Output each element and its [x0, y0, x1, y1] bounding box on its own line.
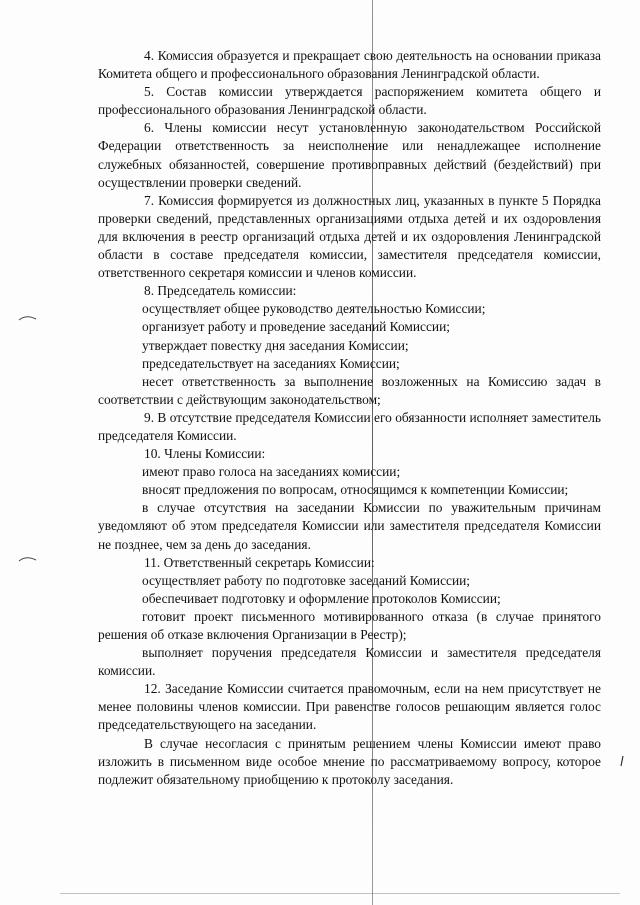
paragraph-item-4: 4. Комиссия образуется и прекращает свою деятельность на основании приказа Комитета общего и профессионального образования Ленинградской области.: [98, 48, 601, 82]
chairman-duty-4: председательствует на заседаниях Комиссии;: [142, 355, 400, 371]
scan-bottom-edge: [60, 893, 620, 894]
paragraph-item-5: 5. Состав комиссии утверждается распоряжением комитета общего и профессионального образования Ленинградской области.: [98, 84, 601, 118]
paragraph-item-10-heading: 10. Члены Комиссии:: [144, 446, 266, 462]
secretary-duty-1: осуществляет работу по подготовке заседаний Комиссии;: [142, 572, 471, 588]
member-right-2: вносят предложения по вопросам, относящимся к компетенции Комиссии;: [142, 482, 569, 498]
paragraph-item-11-heading: 11. Ответственный секретарь Комиссии:: [144, 554, 375, 570]
secretary-duty-2: обеспечивает подготовку и оформление протоколов Комиссии;: [142, 590, 501, 606]
paragraph-item-9: 9. В отсутствие председателя Комиссии его обязанности исполняет заместитель председателя Комиссии.: [98, 409, 601, 443]
margin-tick-mark: [619, 755, 625, 767]
margin-mark-1: [18, 314, 38, 322]
chairman-duty-5: несет ответственность за выполнение возложенных на Комиссию задач в соответствии с действующим законодательством;: [98, 373, 601, 407]
document-body: [98, 47, 601, 789]
chairman-duty-3: утверждает повестку дня заседания Комиссии;: [142, 337, 409, 353]
paragraph-dissent: В случае несогласия с принятым решением члены Комиссии имеют право изложить в письменном виде особое мнение по рассматриваемому вопросу, которое подлежит обязательному приобщению к протоколу заседания.: [98, 735, 601, 787]
secretary-duty-3: готовит проект письменного мотивированного отказа (в случае принятого решения об отказе включения Организации в Реестр);: [98, 608, 601, 642]
chairman-duty-1: осуществляет общее руководство деятельностью Комиссии;: [142, 301, 486, 317]
paragraph-item-8-heading: 8. Председатель комиссии:: [144, 283, 297, 299]
chairman-duty-2: организует работу и проведение заседаний Комиссии;: [142, 319, 450, 335]
member-right-1: имеют право голоса на заседаниях комиссии;: [142, 464, 401, 480]
secretary-duty-4: выполняет поручения председателя Комиссии и заместителя председателя комиссии.: [98, 645, 601, 679]
paragraph-item-12: 12. Заседание Комиссии считается правомочным, если на нем присутствует не менее половины членов комиссии. При равенстве голосов решающим является голос председательствующего на заседании.: [98, 681, 601, 733]
paragraph-item-6: 6. Члены комиссии несут установленную законодательством Российской Федерации ответственность за неисполнение или ненадлежащее исполнение служебных обязанностей, совершение противоправных действий (бездействий) при осуществлении проверки сведений.: [98, 120, 601, 190]
paragraph-item-7: 7. Комиссия формируется из должностных лиц, указанных в пункте 5 Порядка проверки сведений, представленных организациями отдыха детей и их оздоровления для включения в реестр организаций отдыха детей и их оздоровления Ленинградской области в составе председателя комиссии, заместителя председателя комиссии, ответственного секретаря комиссии и членов комиссии.: [98, 192, 601, 281]
margin-mark-2: [18, 555, 38, 563]
member-right-3: в случае отсутствия на заседании Комиссии по уважительным причинам уведомляют об этом председателя Комиссии или заместителя председателя Комиссии не позднее, чем за день до заседания.: [98, 500, 601, 552]
